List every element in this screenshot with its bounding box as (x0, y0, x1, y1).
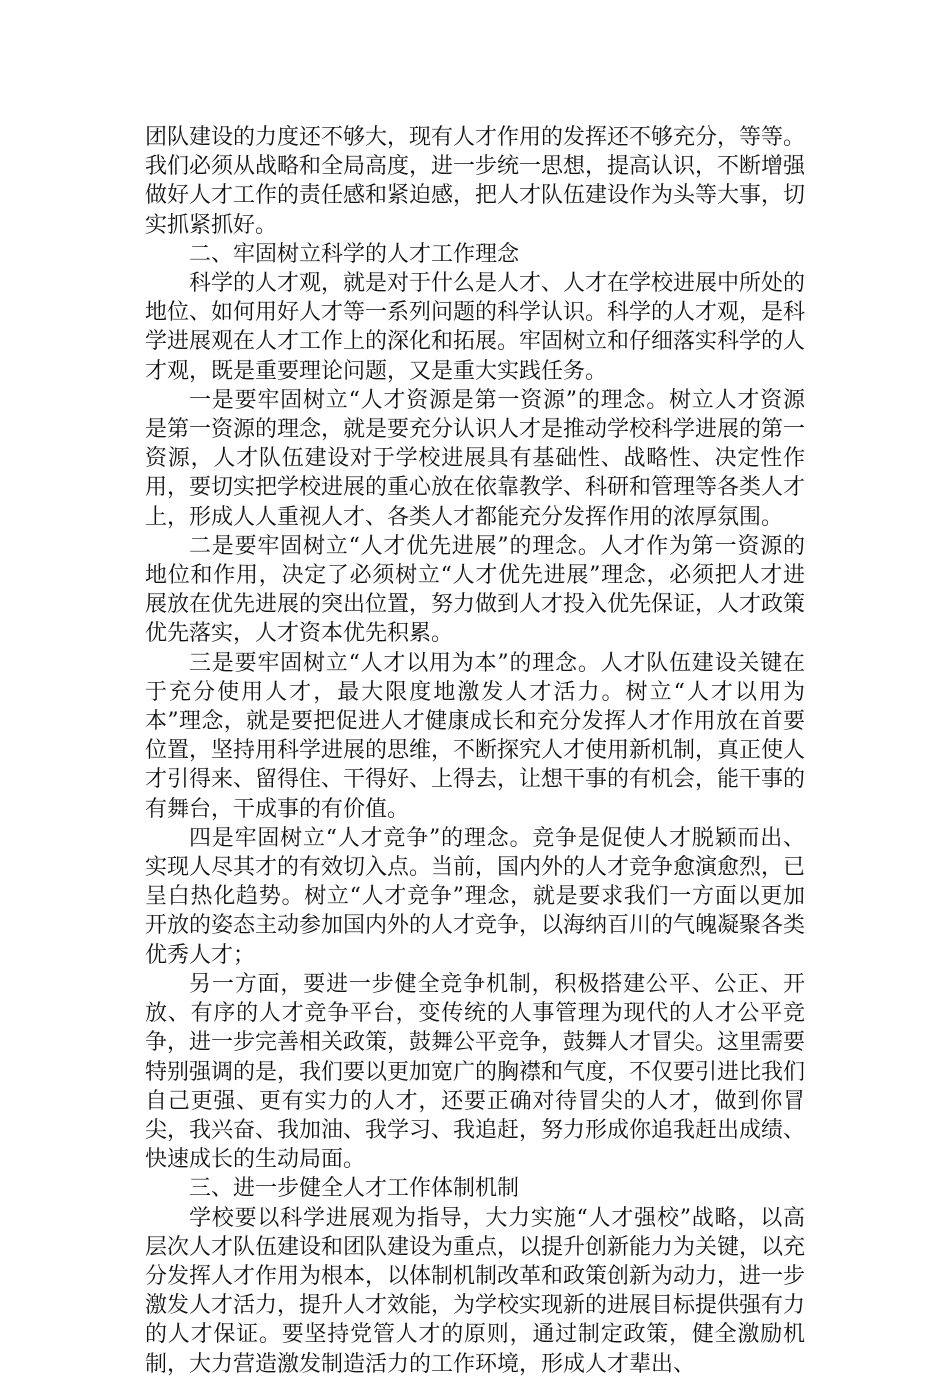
body-paragraph-8: 另一方面，要进一步健全竞争机制，积极搭建公平、公正、开放、有序的人才竞争平台，变传统的人事管理为现代的人才公平竞争，进一步完善相关政策，鼓舞公平竞争，鼓舞人才冒尖。这里需要特别强调的是，我们要以更加宽广的胸襟和气度，不仅要引进比我们自己更强、更有实力的人才，还要正确对待冒尖的人才，做到你冒尖，我兴奋、我加油、我学习、我追赶，努力形成你追我赶出成绩、快速成长的生动局面。 (145, 971, 806, 1173)
document-page (145, 123, 805, 1379)
section-heading-9: 三、进一步健全人才工作体制机制 (189, 1176, 520, 1202)
body-paragraph-7: 四是牢固树立“人才竞争”的理念。竞争是促使人才脱颖而出、实现人尽其才的有效切入点。当前，国内外的人才竞争愈演愈烈，已呈白热化趋势。树立“人才竞争”理念，就是要求我们一方面以更加开放的姿态主动参加国内外的人才竞争，以海纳百川的气魄凝聚各类优秀人才； (145, 825, 806, 968)
body-paragraph-5: 二是要牢固树立“人才优先进展”的理念。人才作为第一资源的地位和作用，决定了必须树立“人才优先进展”理念，必须把人才进展放在优先进展的突出位置，努力做到人才投入优先保证，人才政策优先落实，人才资本优先积累。 (145, 533, 806, 647)
body-paragraph-3: 科学的人才观，就是对于什么是人才、人才在学校进展中所处的地位、如何用好人才等一系列问题的科学认识。科学的人才观，是科学进展观在人才工作上的深化和拓展。牢固树立和仔细落实科学的人才观，既是重要理论问题，又是重大实践任务。 (145, 271, 806, 384)
section-heading-2: 二、牢固树立科学的人才工作理念 (189, 241, 520, 267)
body-paragraph-10: 学校要以科学进展观为指导，大力实施“人才强校”战略，以高层次人才队伍建设和团队建设为重点，以提升创新能力为关键，以充分发挥人才作用为根本，以体制机制改革和政策创新为动力，进一步激发人才活力，提升人才效能，为学校实现新的进展目标提供强有力的人才保证。要坚持党管人才的原则，通过制定政策，健全激励机制，大力营造激发制造活力的工作环境，形成人才辈出、 (145, 1205, 806, 1377)
body-paragraph-1: 团队建设的力度还不够大，现有人才作用的发挥还不够充分，等等。我们必须从战略和全局高度，进一步统一思想，提高认识，不断增强做好人才工作的责任感和紧迫感，把人才队伍建设作为头等大事，切实抓紧抓好。 (145, 125, 806, 238)
body-paragraph-6: 三是要牢固树立“人才以用为本”的理念。人才队伍建设关键在于充分使用人才，最大限度地激发人才活力。树立“人才以用为本”理念，就是要把促进人才健康成长和充分发挥人才作用放在首要位置，坚持用科学进展的思维，不断探究人才使用新机制，真正使人才引得来、留得住、干得好、上得去，让想干事的有机会，能干事的有舞台，干成事的有价值。 (145, 650, 806, 822)
body-paragraph-4: 一是要牢固树立“人才资源是第一资源”的理念。树立人才资源是第一资源的理念，就是要充分认识人才是推动学校科学进展的第一资源，人才队伍建设对于学校进展具有基础性、战略性、决定性作用，要切实把学校进展的重心放在依靠教学、科研和管理等各类人才上，形成人人重视人才、各类人才都能充分发挥作用的浓厚氛围。 (145, 387, 806, 530)
